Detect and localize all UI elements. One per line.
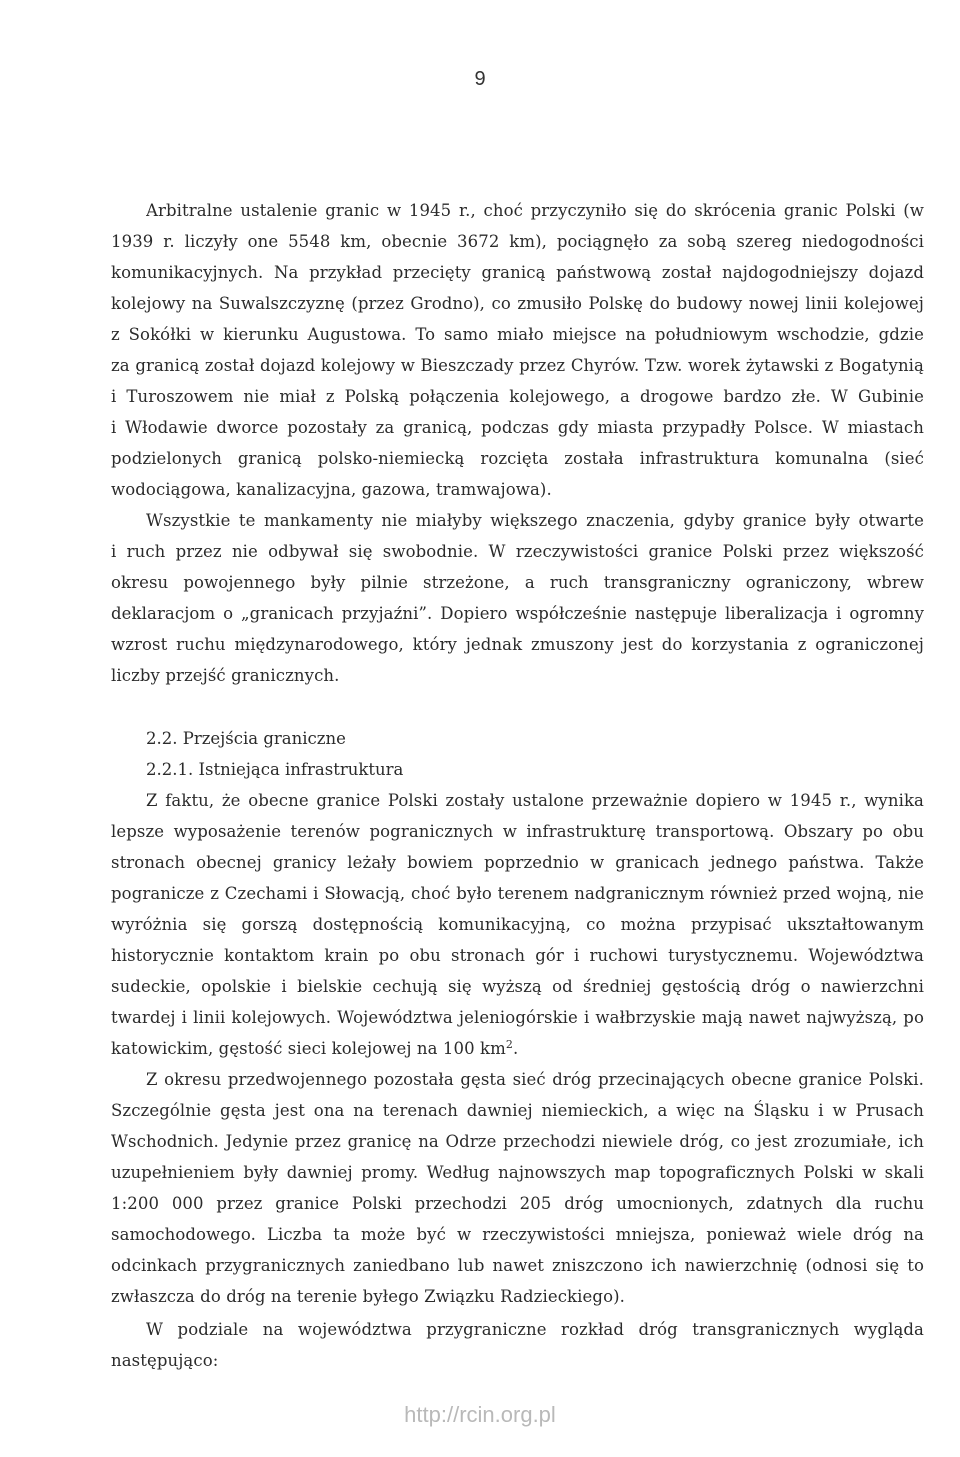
text-line: lepsze wyposażenie terenów pogranicznych w infrastrukturę transportową. Obszary po obu xyxy=(111,822,924,841)
text-line: i ruch przez nie odbywał się swobodnie. W rzeczywistości granice Polski przez większość xyxy=(111,542,924,561)
text-line: samochodowego. Liczba ta może być w rzeczywistości mniejsza, ponieważ wiele dróg na xyxy=(111,1225,924,1244)
text-line: Wszystkie te mankamenty nie miałyby większego znaczenia, gdyby granice były otwarte xyxy=(146,511,924,530)
section-heading: 2.2. Przejścia graniczne xyxy=(146,729,346,748)
text-line: Wschodnich. Jedynie przez granicę na Odrze przechodzi niewiele dróg, co jest zrozumiałe, ich xyxy=(111,1132,924,1151)
source-url-watermark: http://rcin.org.pl xyxy=(404,1402,556,1427)
text-line: za granicą został dojazd kolejowy w Bieszczady przez Chyrów. Tzw. worek żytawski z Bogatynią xyxy=(111,356,924,375)
text-line: następująco: xyxy=(111,1351,219,1370)
text-line: Arbitralne ustalenie granic w 1945 r., choć przyczyniło się do skrócenia granic Polski (w xyxy=(146,201,924,220)
page-number: 9 xyxy=(474,68,486,90)
text-line: pogranicze z Czechami i Słowacją, choć było terenem nadgranicznym również przed wojną, nie xyxy=(111,884,924,903)
text-line: i Turoszowem nie miał z Polską połączenia kolejowego, a drogowe bardzo złe. W Gubinie xyxy=(111,387,924,406)
text-line: deklaracjom o „granicach przyjaźni”. Dopiero współcześnie następuje liberalizacja i ogromny xyxy=(111,604,924,623)
text-line: historycznie kontaktom krain po obu stronach gór i ruchowi turystycznemu. Województwa xyxy=(111,946,924,965)
text-line: z Sokółki w kierunku Augustowa. To samo miało miejsce na południowym wschodzie, gdzie xyxy=(111,325,924,344)
text-line: 1939 r. liczyły one 5548 km, obecnie 3672 km), pociągnęło za sobą szereg niedogodności xyxy=(111,232,924,251)
text-line: W podziale na województwa przygraniczne rozkład dróg transgranicznych wygląda xyxy=(146,1320,924,1339)
text-line: wyróżnia się gorszą dostępnością komunikacyjną, co można przypisać ukształtowanym xyxy=(111,915,924,934)
text-line: twardej i linii kolejowych. Województwa jeleniogórskie i wałbrzyskie mają nawet najwyższą, po xyxy=(111,1008,924,1027)
subsection-heading: 2.2.1. Istniejąca infrastruktura xyxy=(146,760,404,779)
text-line: Szczególnie gęsta jest ona na terenach dawniej niemieckich, a więc na Śląsku i w Prusach xyxy=(111,1101,924,1120)
text-line: podzielonych granicą polsko-niemiecką rozcięta została infrastruktura komunalna (sieć xyxy=(111,449,924,468)
text-line: sudeckie, opolskie i bielskie cechują się wyższą od średniej gęstością dróg o nawierzchni xyxy=(111,977,924,996)
text-line: odcinkach przygranicznych zaniedbano lub nawet zniszczono ich nawierzchnię (odnosi się to xyxy=(111,1256,924,1275)
text-line: 1:200 000 przez granice Polski przechodzi 205 dróg umocnionych, zdatnych dla ruchu xyxy=(111,1194,924,1213)
text-line: Z okresu przedwojennego pozostała gęsta sieć dróg przecinających obecne granice Polski. xyxy=(146,1070,924,1089)
text-line: komunikacyjnych. Na przykład przecięty granicą państwową został najdogodniejszy dojazd xyxy=(111,263,924,282)
superscript: 2 xyxy=(505,1038,514,1051)
text-line: okresu powojennego były pilnie strzeżone, a ruch transgraniczny ograniczony, wbrew xyxy=(111,573,924,592)
text-line: zwłaszcza do dróg na terenie byłego Związku Radzieckiego). xyxy=(111,1287,625,1306)
text-fragment: katowickim, gęstość sieci kolejowej na 100 km xyxy=(111,1039,506,1058)
text-line: stronach obecnej granicy leżały bowiem poprzednio w granicach jednego państwa. Także xyxy=(111,853,924,872)
text-line: wzrost ruchu międzynarodowego, który jednak zmuszony jest do korzystania z ograniczonej xyxy=(111,635,924,654)
text-fragment: . xyxy=(513,1039,519,1058)
text-line: uzupełnieniem były dawniej promy. Według najnowszych map topograficznych Polski w skali xyxy=(111,1163,924,1182)
text-line: i Włodawie dworce pozostały za granicą, podczas gdy miasta przypadły Polsce. W miastach xyxy=(111,418,924,437)
text-line xyxy=(111,1038,518,1060)
text-line: Z faktu, że obecne granice Polski zostały ustalone przeważnie dopiero w 1945 r., wynika xyxy=(146,791,924,810)
text-line: kolejowy na Suwalszczyznę (przez Grodno), co zmusiło Polskę do budowy nowej linii kolejowej xyxy=(111,294,924,313)
text-line: wodociągowa, kanalizacyjna, gazowa, tramwajowa). xyxy=(111,480,552,499)
text-line: liczby przejść granicznych. xyxy=(111,666,340,685)
